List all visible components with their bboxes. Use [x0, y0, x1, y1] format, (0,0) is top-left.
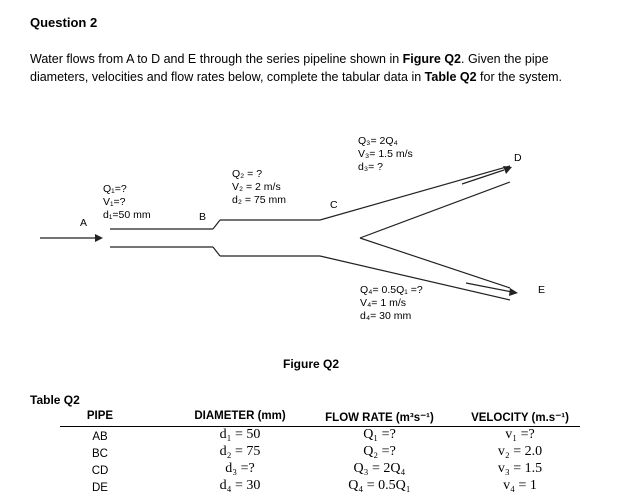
section4-labels [360, 284, 423, 323]
row2-diameter: d₂ = 75 [219, 444, 261, 459]
flow-arrow-d-head [503, 166, 512, 174]
intro-part-3: for the system. [476, 70, 562, 84]
section1-velocity: V₁=? [103, 196, 126, 208]
inlet-arrow-head [95, 234, 103, 242]
intro-part-2: . Given the pipe diameters, velocities and flow rates below, complete the tabular data in [30, 52, 549, 84]
header-velocity: VELOCITY (m.s⁻¹) [471, 412, 569, 424]
expansion-bottom [213, 247, 220, 256]
section4-velocity: V₄= 1 m/s [360, 297, 407, 309]
question-title: Question 2 [30, 15, 98, 30]
section2-labels [232, 168, 286, 207]
section3-velocity: V₃= 1.5 m/s [358, 148, 413, 160]
row2-pipe: BC [92, 448, 108, 460]
section1-labels [103, 183, 151, 222]
header-diameter: DIAMETER (mm) [194, 410, 286, 422]
row3-flow: Q₃ = 2Q₄ [353, 461, 406, 476]
row1-flow: Q₁ =? [363, 427, 396, 442]
section2-flow: Q₂ = ? [232, 168, 263, 180]
point-d-label: D [514, 152, 522, 164]
row4-pipe: DE [92, 482, 108, 494]
point-b-label: B [199, 211, 207, 223]
header-flow-rate: FLOW RATE (m³s⁻¹) [325, 412, 434, 424]
section2-diameter: d₂ = 75 mm [232, 194, 286, 206]
expansion-top [213, 220, 220, 229]
table-caption: Table Q2 [30, 393, 80, 407]
figure-reference: Figure Q2 [402, 52, 461, 66]
section2-velocity: V₂ = 2 m/s [232, 181, 281, 193]
row1-pipe: AB [92, 431, 108, 443]
section1-flow: Q₁=? [103, 183, 127, 195]
section4-diameter: d₄= 30 mm [360, 310, 412, 322]
section3-flow: Q₃= 2Q₄ [358, 135, 398, 147]
intro-part-1: Water flows from A to D and E through the series pipeline shown in [30, 52, 403, 66]
flow-arrow-d-line [462, 170, 504, 184]
figure-caption: Figure Q2 [283, 357, 340, 371]
row3-pipe: CD [91, 465, 109, 477]
section3-diameter: d₃= ? [358, 161, 384, 173]
flow-arrow-e-head [509, 288, 518, 296]
flow-arrow-e-line [466, 283, 512, 292]
point-e-label: E [538, 284, 546, 296]
row1-diameter: d₁ = 50 [219, 427, 261, 442]
section1-diameter: d₁=50 mm [103, 209, 151, 221]
row3-diameter: d₃ =? [225, 461, 255, 476]
row4-diameter: d₄ = 30 [219, 478, 261, 493]
row4-flow: Q₄ = 0.5Q₁ [348, 478, 411, 493]
branch-e-inner [360, 238, 510, 288]
table-reference: Table Q2 [424, 70, 477, 84]
section4-flow: Q₄= 0.5Q₁ =? [360, 284, 423, 296]
point-c-label: C [330, 199, 338, 211]
row1-velocity: v₁ =? [505, 427, 535, 442]
header-pipe: PIPE [86, 410, 114, 422]
row4-velocity: v₄ = 1 [503, 478, 537, 493]
row2-flow: Q₂ =? [363, 444, 396, 459]
branch-d-inner [360, 182, 510, 238]
row2-velocity: v₂ = 2.0 [497, 444, 543, 459]
point-a-label: A [80, 217, 88, 229]
section3-labels [358, 135, 413, 174]
row3-velocity: v₃ = 1.5 [497, 461, 543, 476]
